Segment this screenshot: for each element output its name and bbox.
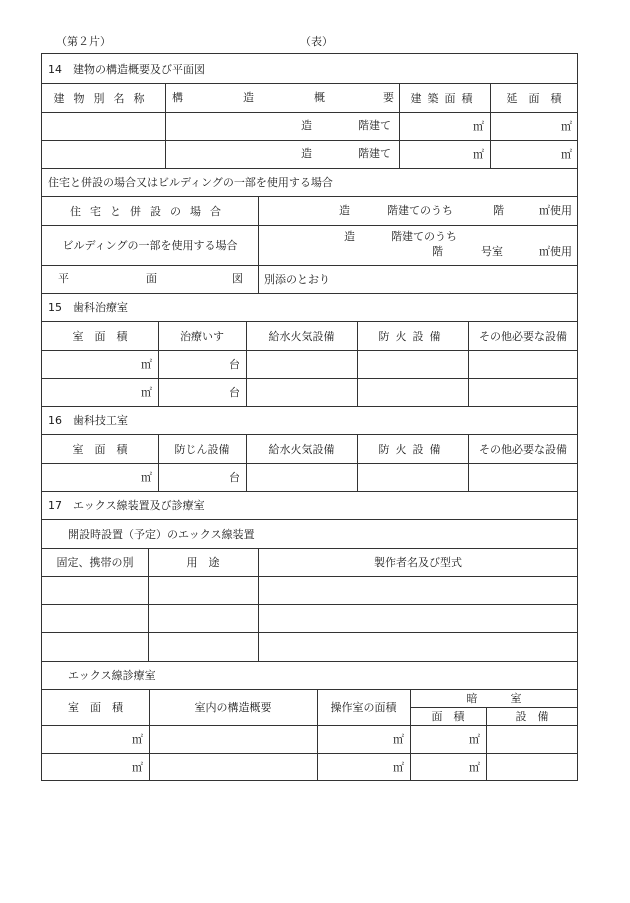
side-label: （表） — [300, 35, 333, 48]
s15-r1-chair: 台 — [229, 358, 240, 371]
plan-label-1: 平 — [58, 272, 69, 285]
s15-h-fire: 防火設備 — [378, 329, 447, 343]
xray-h-maker: 製作者名及び型式 — [374, 556, 462, 569]
bldg-room: 号室 — [481, 245, 503, 258]
room-r2-area: ㎡ — [132, 761, 143, 774]
building-name-header: 建物別名称 — [53, 91, 154, 105]
mixed-use-title: 住宅と併設の場合又はビルディングの一部を使用する場合 — [48, 176, 333, 189]
room-r1-area: ㎡ — [132, 733, 143, 746]
s15-r1-area: ㎡ — [141, 358, 152, 371]
house-zo: 造 — [339, 204, 350, 217]
section-14-title: 14 建物の構造概要及び平面図 — [48, 62, 205, 76]
plan-label-2: 面 — [146, 272, 157, 285]
room-h-dark-equip: 設 備 — [515, 710, 549, 723]
struct-header-4: 要 — [383, 91, 394, 104]
s16-h-other: その他必要な設備 — [479, 442, 567, 456]
plan-label-3: 図 — [232, 272, 243, 285]
section-17-title: 17 エックス線装置及び診療室 — [48, 499, 205, 512]
house-use: ㎡使用 — [539, 204, 572, 217]
room-r2-op: ㎡ — [393, 761, 404, 774]
bldg-floor: 階 — [432, 245, 443, 258]
struct-header-1: 構 — [172, 91, 183, 104]
row2-zo: 造 — [301, 147, 312, 160]
bldg-use: ㎡使用 — [539, 245, 572, 258]
s16-r1-dust: 台 — [229, 471, 240, 484]
floor-area-header: 延 面 積 — [506, 91, 562, 105]
house-label: 住宅と併設の場合 — [70, 204, 230, 218]
xray-h-use: 用 途 — [186, 556, 220, 569]
bldg-zo: 造 — [344, 230, 355, 243]
row1-kai: 階建て — [358, 119, 391, 132]
struct-header-3: 概 — [314, 91, 325, 104]
row1-floor-unit: ㎡ — [561, 120, 572, 133]
s15-r2-area: ㎡ — [141, 386, 152, 399]
s15-h-water: 給水火気設備 — [268, 329, 335, 343]
s16-h-water: 給水火気設備 — [268, 442, 335, 456]
s15-h-area: 室 面 積 — [72, 329, 128, 343]
section-16-title: 16 歯科技工室 — [48, 414, 128, 427]
room-r1-op: ㎡ — [393, 733, 404, 746]
s16-h-dust: 防じん設備 — [174, 442, 230, 456]
room-h-dark: 暗 室 — [466, 692, 522, 705]
room-h-struct: 室内の構造概要 — [194, 701, 272, 714]
row2-kai: 階建て — [358, 147, 391, 160]
plan-value: 別添のとおり — [264, 273, 330, 286]
bldg-kai: 階建てのうち — [391, 230, 457, 243]
house-floor: 階 — [493, 204, 504, 217]
bldg-label: ビルディングの一部を使用する場合 — [62, 239, 238, 252]
room-h-dark-area: 面 積 — [431, 710, 465, 723]
s16-r1-area: ㎡ — [141, 471, 152, 484]
sheet-label: （第２片） — [56, 35, 111, 48]
house-kai: 階建てのうち — [387, 204, 453, 217]
room-h-area: 室 面 積 — [68, 701, 123, 714]
row2-floor-unit: ㎡ — [561, 148, 572, 161]
s15-h-chair: 治療いす — [180, 329, 224, 343]
section-15-title: 15 歯科治療室 — [48, 301, 128, 314]
xray-equipment-subtitle: 開設時設置（予定）のエックス線装置 — [68, 527, 255, 541]
building-area-header: 建築面積 — [410, 91, 479, 105]
xray-h-type: 固定、携帯の別 — [56, 556, 134, 569]
application-form — [41, 53, 578, 781]
s16-h-fire: 防火設備 — [378, 442, 447, 456]
room-r2-dark: ㎡ — [469, 761, 480, 774]
row2-area-unit: ㎡ — [473, 148, 484, 161]
row1-area-unit: ㎡ — [473, 120, 484, 133]
row1-zo: 造 — [301, 119, 312, 132]
s15-h-other: その他必要な設備 — [479, 329, 567, 343]
xray-room-subtitle: エックス線診療室 — [68, 669, 156, 682]
room-h-op: 操作室の面積 — [330, 701, 397, 714]
struct-header-2: 造 — [243, 91, 254, 104]
room-r1-dark: ㎡ — [469, 733, 480, 746]
s16-h-area: 室 面 積 — [72, 442, 128, 456]
s15-r2-chair: 台 — [229, 386, 240, 399]
